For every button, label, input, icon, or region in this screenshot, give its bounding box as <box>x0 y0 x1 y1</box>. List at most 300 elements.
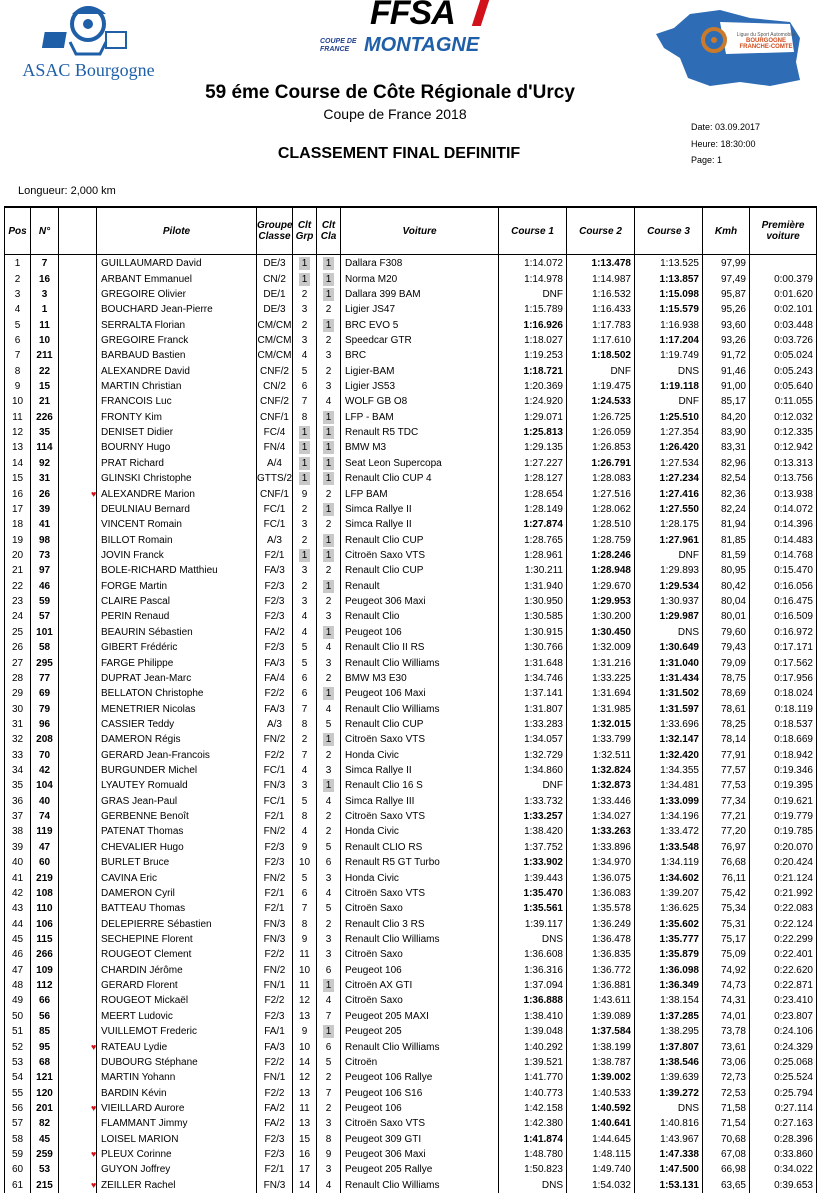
cell-cltgrp <box>293 1085 317 1100</box>
cell-cltgrp <box>293 1055 317 1070</box>
cell-num: 73 <box>31 548 59 563</box>
cell-course2: 1:44.645 <box>567 1131 635 1146</box>
ligue-line3: FRANCHE-COMTE <box>739 44 793 50</box>
cell-num: 57 <box>31 609 59 624</box>
clt-grp-value: 1 <box>299 472 310 485</box>
cell-pos: 31 <box>5 717 31 732</box>
cell-cltgrp <box>293 778 317 793</box>
clt-cla-value: 1 <box>323 1025 334 1038</box>
cell-course3: 1:40.816 <box>635 1116 703 1131</box>
cell-groupe: FC/4 <box>257 425 293 440</box>
cell-voiture: Peugeot 106 Maxi <box>341 686 499 701</box>
cell-voiture: Honda Civic <box>341 824 499 839</box>
clt-grp-value: 9 <box>301 1026 308 1038</box>
cell-voiture: Peugeot 106 <box>341 625 499 640</box>
cell-num: 108 <box>31 886 59 901</box>
clt-cla-value: 9 <box>325 1149 332 1161</box>
cell-kmh: 76,68 <box>703 855 750 870</box>
cell-premiere: 0:14.072 <box>750 502 817 517</box>
cell-course3: 1:34.602 <box>635 870 703 885</box>
clt-cla-value: 1 <box>323 319 334 332</box>
clt-cla-value: 2 <box>325 334 332 346</box>
cell-course3: 1:31.434 <box>635 671 703 686</box>
cell-course3: DNS <box>635 364 703 379</box>
cell-kmh: 78,25 <box>703 717 750 732</box>
cell-pilote <box>97 732 257 747</box>
cell-course3: 1:33.099 <box>635 794 703 809</box>
cell-course3: 1:47.338 <box>635 1147 703 1162</box>
cell-course3: 1:32.147 <box>635 732 703 747</box>
cell-premiere: 0:19.621 <box>750 794 817 809</box>
pilote-name: GERARD Jean-Francois <box>101 749 210 761</box>
clt-cla-value: 7 <box>325 1010 332 1022</box>
table-row <box>5 809 817 824</box>
pilote-name: DELEPIERRE Sébastien <box>101 918 212 930</box>
cell-course1: 1:50.823 <box>499 1162 567 1177</box>
table-row <box>5 271 817 286</box>
clt-cla-value: 1 <box>323 534 334 547</box>
cell-pilote <box>97 1009 257 1024</box>
cell-pilote <box>97 1162 257 1177</box>
clt-cla-value: 1 <box>323 687 334 700</box>
table-row <box>5 471 817 486</box>
clt-cla-value: 6 <box>325 964 332 976</box>
clt-grp-value: 11 <box>299 980 310 992</box>
cell-blank <box>59 271 97 286</box>
table-row <box>5 1070 817 1085</box>
cell-kmh: 77,57 <box>703 763 750 778</box>
cell-course3: 1:53.131 <box>635 1178 703 1193</box>
clt-cla-value: 1 <box>323 411 334 424</box>
cell-voiture: Simca Rallye III <box>341 794 499 809</box>
pilote-name: PRAT Richard <box>101 457 164 469</box>
cell-blank <box>59 855 97 870</box>
cell-pilote <box>97 901 257 916</box>
cell-num: 56 <box>31 1009 59 1024</box>
cell-course1: 1:28.149 <box>499 502 567 517</box>
cell-voiture: Dallara 399 BAM <box>341 287 499 302</box>
cell-groupe: FA/3 <box>257 563 293 578</box>
helmet-wheel-icon <box>6 2 171 62</box>
clt-cla-value: 5 <box>325 718 332 730</box>
clt-grp-value: 14 <box>299 1056 311 1068</box>
cell-groupe: GTTS/2 <box>257 471 293 486</box>
cell-pos: 11 <box>5 410 31 425</box>
cell-cltgrp <box>293 271 317 286</box>
clt-grp-value: 1 <box>299 257 310 270</box>
cell-pilote <box>97 287 257 302</box>
cell-pos: 25 <box>5 625 31 640</box>
cell-cltgrp <box>293 763 317 778</box>
col-course3: Course 3 <box>635 207 703 255</box>
clt-grp-value: 2 <box>301 734 308 746</box>
cell-cltgrp <box>293 517 317 532</box>
cell-voiture: Renault Clio CUP 4 <box>341 471 499 486</box>
cell-course2: 1:36.249 <box>567 916 635 931</box>
cell-course2: 1:30.200 <box>567 609 635 624</box>
cell-course3: 1:32.420 <box>635 748 703 763</box>
cell-blank <box>59 778 97 793</box>
cell-blank <box>59 425 97 440</box>
cell-num: 7 <box>31 255 59 272</box>
cell-blank <box>59 563 97 578</box>
cell-groupe: F2/2 <box>257 947 293 962</box>
cell-voiture: Honda Civic <box>341 870 499 885</box>
cell-premiere: 0:19.346 <box>750 763 817 778</box>
cell-cltgrp <box>293 686 317 701</box>
cell-num: 82 <box>31 1116 59 1131</box>
cell-course1: DNS <box>499 1178 567 1193</box>
cell-cltgrp <box>293 1178 317 1193</box>
cell-blank <box>59 502 97 517</box>
clt-grp-value: 3 <box>301 519 308 531</box>
clt-grp-value: 14 <box>299 1179 311 1191</box>
cell-course2: 1:16.433 <box>567 302 635 317</box>
cell-num: 26 <box>31 486 59 501</box>
cell-premiere: 0:05.243 <box>750 364 817 379</box>
cell-course3: 1:39.272 <box>635 1085 703 1100</box>
cell-kmh: 82,96 <box>703 456 750 471</box>
cell-course1: 1:35.470 <box>499 886 567 901</box>
cell-blank <box>59 1055 97 1070</box>
table-row <box>5 609 817 624</box>
cell-course3: 1:36.349 <box>635 978 703 993</box>
cell-cltcla <box>317 579 341 594</box>
cell-blank <box>59 348 97 363</box>
cell-pilote <box>97 748 257 763</box>
cell-cltcla <box>317 364 341 379</box>
clt-cla-value: 3 <box>325 350 332 362</box>
cell-course2: 1:35.578 <box>567 901 635 916</box>
cell-pos: 59 <box>5 1147 31 1162</box>
cell-pos: 57 <box>5 1116 31 1131</box>
cell-cltcla <box>317 502 341 517</box>
cell-kmh: 79,09 <box>703 655 750 670</box>
cell-course2: 1:39.002 <box>567 1070 635 1085</box>
cell-course1: 1:31.807 <box>499 701 567 716</box>
cell-course1: 1:41.874 <box>499 1131 567 1146</box>
cell-blank <box>59 517 97 532</box>
clt-cla-value: 2 <box>325 365 332 377</box>
cell-num: 31 <box>31 471 59 486</box>
clt-grp-value: 3 <box>301 780 308 792</box>
cell-pilote <box>97 794 257 809</box>
cell-kmh: 81,59 <box>703 548 750 563</box>
cell-voiture: Renault Clio Williams <box>341 932 499 947</box>
cell-course3: 1:34.196 <box>635 809 703 824</box>
cell-pos: 21 <box>5 563 31 578</box>
cell-groupe: F2/1 <box>257 1162 293 1177</box>
cell-voiture: Simca Rallye II <box>341 763 499 778</box>
cell-kmh: 75,42 <box>703 886 750 901</box>
cell-pos: 23 <box>5 594 31 609</box>
cell-cltgrp <box>293 302 317 317</box>
cell-course2: 1:28.083 <box>567 471 635 486</box>
cell-num: 21 <box>31 394 59 409</box>
cell-course2: 1:37.584 <box>567 1024 635 1039</box>
cell-kmh: 74,73 <box>703 978 750 993</box>
clt-grp-value: 13 <box>299 1118 311 1130</box>
cell-premiere: 0:22.083 <box>750 901 817 916</box>
clt-cla-value: 3 <box>325 657 332 669</box>
table-row <box>5 1178 817 1193</box>
cell-course3: 1:35.879 <box>635 947 703 962</box>
cell-cltgrp <box>293 333 317 348</box>
table-row <box>5 1116 817 1131</box>
heart-icon: ♥ <box>91 1041 97 1052</box>
cell-course1: 1:27.227 <box>499 456 567 471</box>
clt-cla-value: 3 <box>325 872 332 884</box>
cell-blank <box>59 993 97 1008</box>
cell-num: 66 <box>31 993 59 1008</box>
cell-premiere: 0:23.410 <box>750 993 817 1008</box>
clt-grp-value: 16 <box>299 1149 311 1161</box>
cell-kmh: 84,20 <box>703 410 750 425</box>
cell-pos: 35 <box>5 778 31 793</box>
cell-course3: 1:28.175 <box>635 517 703 532</box>
cell-course3: 1:31.040 <box>635 655 703 670</box>
clt-grp-value: 6 <box>301 887 308 899</box>
cell-course1: 1:30.211 <box>499 563 567 578</box>
cell-cltgrp <box>293 947 317 962</box>
cell-cltgrp <box>293 655 317 670</box>
table-row <box>5 302 817 317</box>
pilote-name: VINCENT Romain <box>101 519 182 531</box>
table-row <box>5 379 817 394</box>
clt-grp-value: 9 <box>301 841 308 853</box>
clt-grp-value: 5 <box>301 795 308 807</box>
cell-kmh: 81,94 <box>703 517 750 532</box>
clt-grp-value: 10 <box>299 964 311 976</box>
cell-cltcla <box>317 287 341 302</box>
cell-blank <box>59 440 97 455</box>
cell-course1: 1:15.789 <box>499 302 567 317</box>
cell-course2: 1:36.478 <box>567 932 635 947</box>
cell-cltcla <box>317 671 341 686</box>
pilote-name: GREGOIRE Franck <box>101 334 189 346</box>
cell-pos: 48 <box>5 978 31 993</box>
cell-num: 53 <box>31 1162 59 1177</box>
cell-course3: 1:19.749 <box>635 348 703 363</box>
pilote-name: CLAIRE Pascal <box>101 596 170 608</box>
cell-course2: 1:38.199 <box>567 1039 635 1054</box>
cell-cltcla <box>317 532 341 547</box>
cell-pilote <box>97 1131 257 1146</box>
cell-groupe: FA/2 <box>257 1101 293 1116</box>
pilote-name: DUBOURG Stéphane <box>101 1056 198 1068</box>
cell-cltcla <box>317 379 341 394</box>
cell-groupe: F2/1 <box>257 901 293 916</box>
cell-course2: 1:28.759 <box>567 532 635 547</box>
cell-course1: 1:36.888 <box>499 993 567 1008</box>
cell-groupe: FN/3 <box>257 916 293 931</box>
cell-premiere: 0:12.942 <box>750 440 817 455</box>
cell-cltcla <box>317 886 341 901</box>
cell-pilote <box>97 364 257 379</box>
clt-grp-value: 1 <box>299 273 310 286</box>
cell-course1: 1:29.135 <box>499 440 567 455</box>
cell-pilote <box>97 471 257 486</box>
cell-groupe: F2/3 <box>257 640 293 655</box>
cell-pilote <box>97 671 257 686</box>
table-row <box>5 732 817 747</box>
cell-premiere: 0:19.395 <box>750 778 817 793</box>
cell-kmh: 80,95 <box>703 563 750 578</box>
cell-kmh: 72,73 <box>703 1070 750 1085</box>
pilote-name: ALEXANDRE David <box>101 365 190 377</box>
cell-cltgrp <box>293 1009 317 1024</box>
pilote-name: BOUCHARD Jean-Pierre <box>101 304 213 316</box>
cell-course1: 1:40.773 <box>499 1085 567 1100</box>
cell-course3: 1:30.937 <box>635 594 703 609</box>
table-row <box>5 870 817 885</box>
cell-premiere: 0:21.992 <box>750 886 817 901</box>
cell-groupe: FA/1 <box>257 1024 293 1039</box>
cell-cltcla <box>317 548 341 563</box>
cell-course1: 1:34.860 <box>499 763 567 778</box>
cell-num: 112 <box>31 978 59 993</box>
cell-groupe: A/3 <box>257 717 293 732</box>
cell-blank <box>59 732 97 747</box>
cell-groupe: FN/3 <box>257 932 293 947</box>
cell-premiere: 0:16.475 <box>750 594 817 609</box>
cell-course2: 1:49.740 <box>567 1162 635 1177</box>
cell-groupe: FC/1 <box>257 517 293 532</box>
cell-premiere: 0:23.807 <box>750 1009 817 1024</box>
pilote-name: ALEXANDRE Marion <box>101 488 195 500</box>
cell-cltgrp <box>293 563 317 578</box>
clt-cla-value: 3 <box>325 949 332 961</box>
cell-course3: 1:27.354 <box>635 425 703 440</box>
cell-cltgrp <box>293 963 317 978</box>
clt-cla-value: 3 <box>325 1164 332 1176</box>
cell-pilote <box>97 456 257 471</box>
cell-course1: 1:41.770 <box>499 1070 567 1085</box>
cell-premiere: 0:16.056 <box>750 579 817 594</box>
ffsa-logo <box>318 0 493 64</box>
cell-pos: 33 <box>5 748 31 763</box>
cell-cltgrp <box>293 625 317 640</box>
cell-cltcla <box>317 1162 341 1177</box>
table-row <box>5 947 817 962</box>
cell-cltcla <box>317 686 341 701</box>
cell-num: 1 <box>31 302 59 317</box>
cell-cltcla <box>317 563 341 578</box>
cell-voiture: Peugeot 205 MAXI <box>341 1009 499 1024</box>
cell-course3: 1:31.502 <box>635 686 703 701</box>
cell-course1: 1:25.813 <box>499 425 567 440</box>
cell-pilote <box>97 609 257 624</box>
cell-course2: 1:24.533 <box>567 394 635 409</box>
cell-premiere: 0:12.032 <box>750 410 817 425</box>
cell-num: 16 <box>31 271 59 286</box>
cell-voiture: Seat Leon Supercopa <box>341 456 499 471</box>
cell-blank <box>59 1085 97 1100</box>
cell-course3: 1:26.420 <box>635 440 703 455</box>
cell-num: 211 <box>31 348 59 363</box>
cell-course1: 1:37.141 <box>499 686 567 701</box>
ligue-line1: Ligue du Sport Automobile <box>736 32 796 38</box>
cell-pos: 58 <box>5 1131 31 1146</box>
table-row <box>5 333 817 348</box>
cell-groupe: F2/2 <box>257 993 293 1008</box>
cell-groupe: FN/2 <box>257 870 293 885</box>
cell-pos: 36 <box>5 794 31 809</box>
table-row <box>5 1039 817 1054</box>
cell-blank <box>59 947 97 962</box>
cell-cltgrp <box>293 579 317 594</box>
clt-cla-value: 2 <box>325 1072 332 1084</box>
cell-kmh: 81,85 <box>703 532 750 547</box>
cell-blank <box>59 1024 97 1039</box>
cell-cltcla <box>317 640 341 655</box>
cell-groupe: FN/1 <box>257 1070 293 1085</box>
cell-kmh: 77,53 <box>703 778 750 793</box>
cell-course2: 1:30.450 <box>567 625 635 640</box>
cell-course2: 1:34.027 <box>567 809 635 824</box>
cell-groupe: A/3 <box>257 532 293 547</box>
cell-kmh: 97,49 <box>703 271 750 286</box>
cell-groupe: F2/2 <box>257 748 293 763</box>
cell-course3: 1:33.548 <box>635 840 703 855</box>
cell-voiture: Ligier JS47 <box>341 302 499 317</box>
cell-num: 60 <box>31 855 59 870</box>
cell-course1: 1:14.072 <box>499 255 567 272</box>
cell-num: 98 <box>31 532 59 547</box>
clt-grp-value: 4 <box>301 826 308 838</box>
clt-grp-value: 17 <box>299 1164 311 1176</box>
cell-pos: 40 <box>5 855 31 870</box>
cell-num: 74 <box>31 809 59 824</box>
cell-pilote <box>97 440 257 455</box>
cell-num: 3 <box>31 287 59 302</box>
cell-course3: DNS <box>635 1101 703 1116</box>
col-pos: Pos <box>5 207 31 255</box>
cell-pos: 45 <box>5 932 31 947</box>
cell-cltgrp <box>293 255 317 272</box>
cell-course3: DNF <box>635 548 703 563</box>
clt-grp-value: 3 <box>301 334 308 346</box>
table-row <box>5 1024 817 1039</box>
cell-cltcla <box>317 425 341 440</box>
cell-kmh: 82,36 <box>703 486 750 501</box>
cell-pos: 17 <box>5 502 31 517</box>
cell-voiture: Citroën Saxo VTS <box>341 886 499 901</box>
cell-cltgrp <box>293 548 317 563</box>
cell-num: 97 <box>31 563 59 578</box>
cell-premiere: 0:19.785 <box>750 824 817 839</box>
cell-voiture: Citroën Saxo <box>341 947 499 962</box>
cell-kmh: 73,06 <box>703 1055 750 1070</box>
cell-pilote <box>97 548 257 563</box>
cell-groupe: DE/3 <box>257 302 293 317</box>
pilote-name: VIEILLARD Aurore <box>101 1102 185 1114</box>
cell-kmh: 83,31 <box>703 440 750 455</box>
cell-pilote <box>97 594 257 609</box>
clt-grp-value: 4 <box>301 350 308 362</box>
clt-grp-value: 3 <box>301 596 308 608</box>
cell-course3: 1:13.525 <box>635 255 703 272</box>
cell-course2: 1:33.799 <box>567 732 635 747</box>
cell-pilote <box>97 625 257 640</box>
table-row <box>5 916 817 931</box>
cell-course3: 1:43.967 <box>635 1131 703 1146</box>
cell-premiere: 0:00.379 <box>750 271 817 286</box>
cell-kmh: 91,00 <box>703 379 750 394</box>
cell-course2: DNF <box>567 364 635 379</box>
cell-course2: 1:36.835 <box>567 947 635 962</box>
cell-cltgrp <box>293 364 317 379</box>
